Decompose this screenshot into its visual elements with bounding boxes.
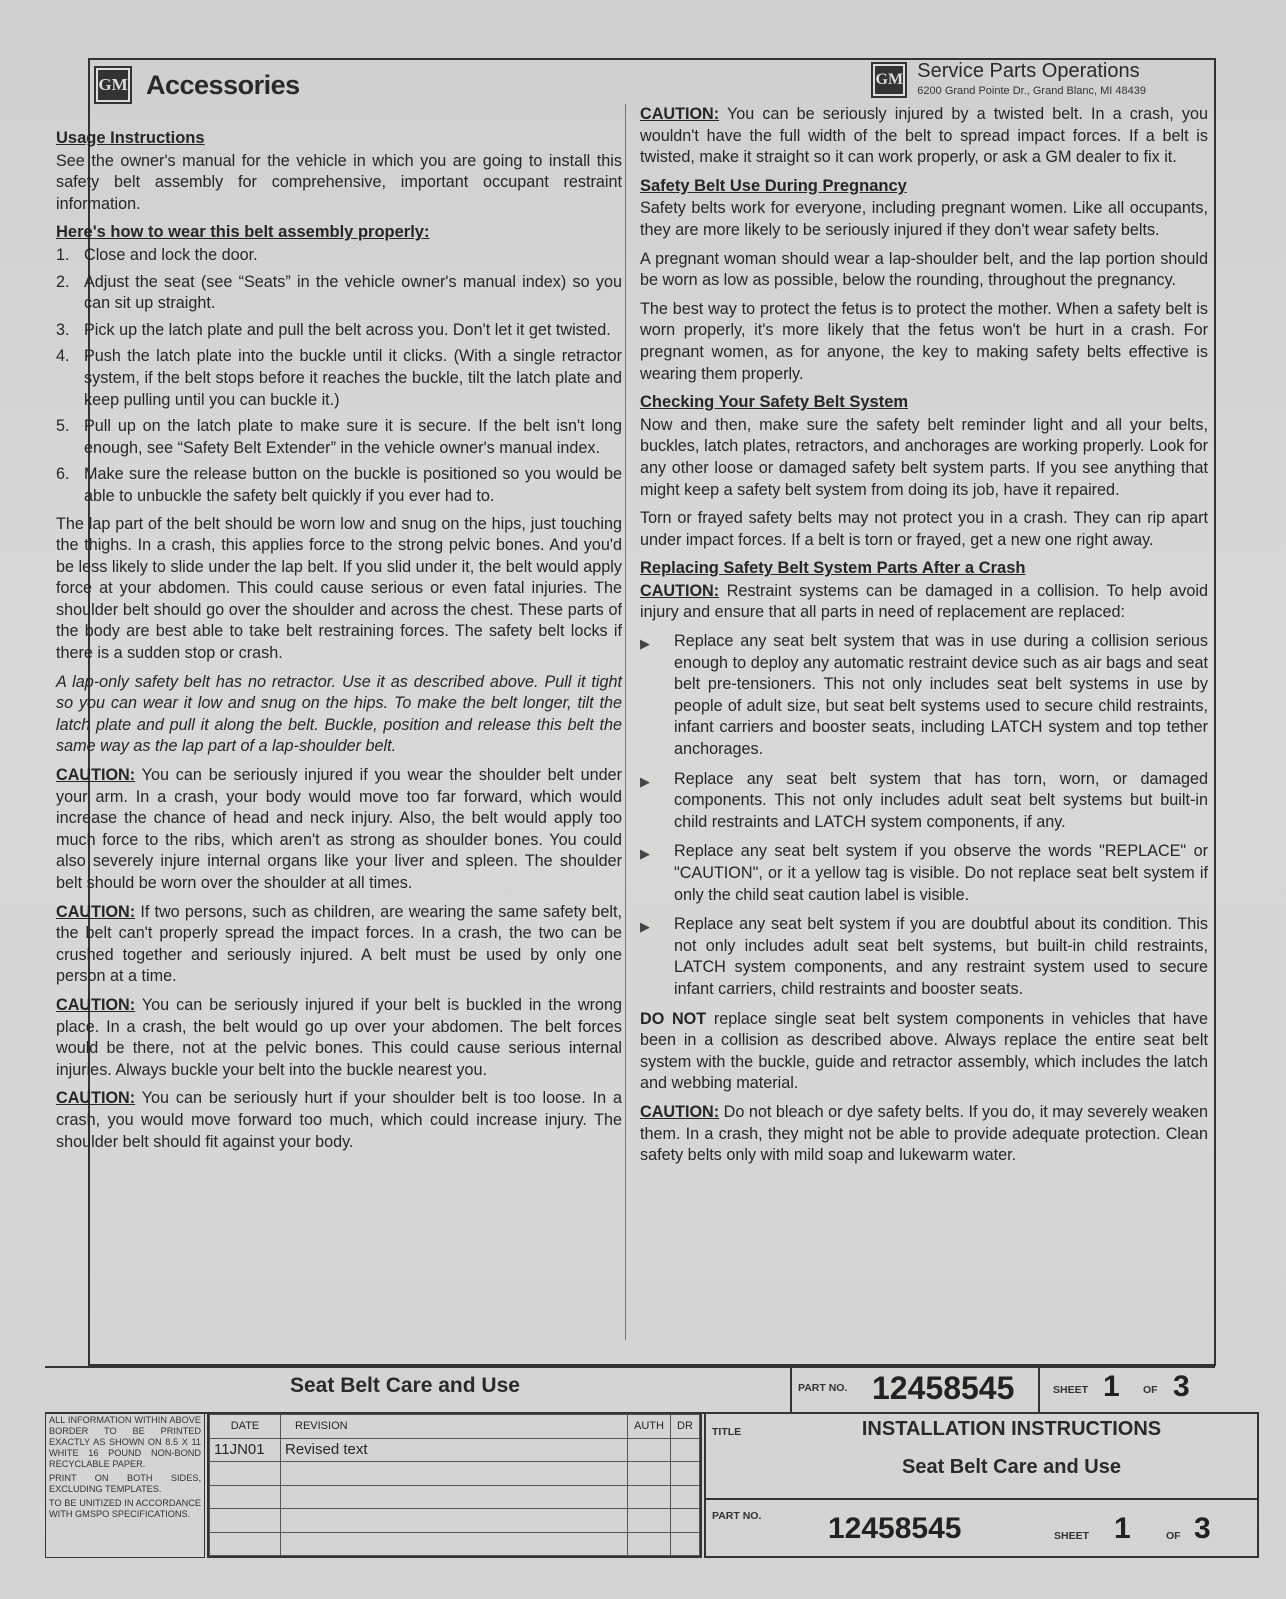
list-item (640, 631, 1208, 761)
table-row (210, 1438, 700, 1462)
caution-label: CAUTION: (56, 995, 136, 1014)
step-text: Pull up on the latch plate to make sure it is secure. If the belt isn't long enough, see “Safety Belt Extender” in the vehicle owner's manual index. (84, 417, 622, 457)
accessories-title: Accessories (146, 69, 300, 100)
of-label: OF (1143, 1384, 1158, 1396)
accessories-header (94, 64, 300, 106)
caution-text: Do not bleach or dye safety belts. If you do, it may severely weaken them. In a crash, they might not be able to provide adequate protection. Clean safety belts only with mild soap and lukewarm water. (640, 1102, 1208, 1165)
revision-text: Revised text (281, 1438, 628, 1462)
usage-text: See the owner's manual for the vehicle in which you are going to install this safety belt assembly for comprehensive, important occupant restraint information. (56, 151, 622, 213)
revision-table (207, 1412, 702, 1558)
table-cell (628, 1485, 671, 1509)
lap-only-text: A lap-only safety belt has no retractor. Use it as described above. Pull it tight so you can wear it low and snug on the hips. To make the belt longer, tilt the latch plate and pull it along the belt. Buckle, position and release this belt the same way as the lap part of a lap-shoulder belt. (56, 672, 622, 756)
table-cell (628, 1532, 671, 1556)
sheet-label: SHEET (1054, 1530, 1090, 1542)
caution-label: CAUTION: (640, 581, 720, 600)
part-number: 12458545 (828, 1512, 962, 1545)
step-text: Make sure the release button on the buckle is positioned so you would be able to unbuckle the safety belt quickly if you ever had to. (84, 465, 622, 505)
lap-belt-text: The lap part of the belt should be worn low and snug on the hips, just touching the thighs. In a crash, this applies force to the strong pelvic bones. And you'd be less likely to slide under the lap belt. If you slid under it, the belt would apply force at your abdomen. This could cause serious or even fatal injuries. The shoulder belt should go over the shoulder and across the chest. These parts of the body are best able to take belt restraining forces. The safety belt locks if there is a sudden stop or crash. (56, 514, 622, 663)
gm-logo-small: GM (871, 62, 907, 98)
sheet-number: 1 (1103, 1370, 1120, 1403)
step-text: Adjust the seat (see “Seats” in the vehicle owner's manual index) so you can sit up straight. (84, 272, 622, 313)
left-column (56, 128, 622, 1160)
table-cell (210, 1509, 281, 1533)
list-item (56, 464, 622, 507)
list-item (56, 272, 622, 315)
do-not-paragraph (640, 1009, 1208, 1095)
checking-text-2: Torn or frayed safety belts may not protect you in a crash. They can rip apart under impact forces. If a belt is torn or frayed, get a new one right away. (640, 509, 1208, 549)
table-cell (210, 1532, 281, 1556)
list-item (56, 346, 622, 411)
list-item (56, 416, 622, 459)
step-number: 4. (56, 347, 70, 366)
caution-paragraph (56, 765, 622, 895)
caution-paragraph (56, 995, 622, 1081)
installation-title: INSTALLATION INSTRUCTIONS (861, 1418, 1162, 1440)
step-text: Push the latch plate into the buckle until it clicks. (With a single retractor system, if the belt stops before it reaches the buckle, tilt the latch plate and keep pulling until you can buckle it.) (84, 347, 622, 409)
arrow-bullet-icon: ▶ (640, 919, 650, 935)
caution-text: If two persons, such as children, are wearing the same safety belt, the belt can't properly spread the impact forces. In a crash, the two can be crushed together and seriously injured. A belt must be used by only one person at a time. (56, 902, 622, 986)
part-no-label: PART NO. (798, 1382, 848, 1394)
table-cell (281, 1509, 628, 1533)
list-item (640, 769, 1208, 834)
revision-header: REVISION (281, 1415, 628, 1439)
bullet-text: Replace any seat belt system if you observe the words "REPLACE" or "CAUTION", or it a yellow tag is visible. Do not replace seat belt system if only the child seat caution label is visible. (674, 842, 1208, 904)
table-cell (671, 1532, 700, 1556)
checking-heading: Checking Your Safety Belt System (640, 393, 909, 412)
table-cell (628, 1509, 671, 1533)
sheet-label: SHEET (1053, 1384, 1089, 1396)
table-cell (210, 1462, 281, 1486)
arrow-bullet-icon: ▶ (640, 636, 650, 652)
replacing-heading: Replacing Safety Belt System Parts After a Crash (640, 559, 1026, 578)
caution-paragraph (56, 1088, 622, 1153)
list-item (56, 320, 622, 342)
step-text: Close and lock the door. (84, 245, 258, 264)
table-row (210, 1462, 700, 1486)
do-not-text: replace single seat belt system components in vehicles that have been in a collision as described above. Always replace the entire seat belt system with the buckle, guide and retractor assembly, which includes the latch and webbing material. (640, 1009, 1208, 1093)
arrow-bullet-icon: ▶ (640, 846, 650, 862)
caution-label: CAUTION: (56, 766, 136, 785)
print-note: PRINT ON BOTH SIDES, EXCLUDING TEMPLATES. (49, 1473, 201, 1494)
caution-paragraph (640, 104, 1208, 169)
caution-paragraph (640, 581, 1208, 624)
arrow-bullet-icon: ▶ (640, 773, 650, 789)
caution-label: CAUTION: (640, 1102, 720, 1121)
table-cell (628, 1462, 671, 1486)
of-label: OF (1166, 1530, 1181, 1542)
list-item (640, 841, 1208, 906)
title-block (45, 1412, 1215, 1560)
sheet-number: 1 (1114, 1512, 1131, 1545)
table-cell (671, 1485, 700, 1509)
print-note: TO BE UNITIZED IN ACCORDANCE WITH GMSPO SPECIFICATIONS. (49, 1498, 201, 1519)
table-cell (281, 1485, 628, 1509)
installation-subtitle: Seat Belt Care and Use (902, 1456, 1121, 1478)
step-number: 5. (56, 417, 70, 436)
column-divider (625, 104, 626, 1340)
gm-logo: GM (94, 66, 132, 104)
table-cell (671, 1462, 700, 1486)
howto-heading: Here's how to wear this belt assembly properly: (56, 223, 430, 242)
caution-label: CAUTION: (640, 105, 720, 123)
sheet-total: 3 (1173, 1370, 1190, 1403)
part-number-box (790, 1368, 1040, 1412)
replace-list (640, 631, 1208, 1001)
spo-address: 6200 Grand Pointe Dr., Grand Blanc, MI 48439 (917, 85, 1146, 97)
table-cell (671, 1438, 700, 1462)
caution-label: CAUTION: (56, 1089, 136, 1108)
caution-text: You can be seriously injured if you wear the shoulder belt under your arm. In a crash, your body would move too far forward, which would increase the chance of head and neck injury. Also, the belt would apply too much force to the ribs, which aren't as strong as shoulder bones. You could also severely injure internal organs like your liver and spleen. The shoulder belt should be worn over the shoulder at all times. (56, 766, 622, 892)
list-item (56, 245, 622, 267)
do-not-label: DO NOT (640, 1009, 707, 1028)
caution-text: You can be seriously injured if your belt is buckled in the wrong place. In a crash, the belt would go up over your abdomen. The belt forces would be there, not at the pelvic bones. This could cause serious internal injuries. Always buckle your belt into the buckle nearest you. (56, 995, 622, 1079)
document-name: Seat Belt Care and Use (290, 1374, 520, 1397)
usage-heading: Usage Instructions (56, 129, 205, 147)
list-item (640, 914, 1208, 1000)
title-separator (706, 1498, 1257, 1500)
bullet-text: Replace any seat belt system if you are doubtful about its condition. This not only includes adult seat belt systems, but built-in child restraints, LATCH system components, and any restraint system used to secure infant carriers, child restraints and booster seats. (674, 915, 1208, 998)
caution-paragraph (56, 902, 622, 988)
spo-header (871, 60, 1146, 98)
part-number: 12458545 (872, 1370, 1015, 1406)
step-number: 1. (56, 245, 70, 264)
caution-text: Restraint systems can be damaged in a collision. To help avoid injury and ensure that all parts in need of replacement are replaced: (640, 581, 1208, 622)
caution-text: You can be seriously injured by a twisted belt. In a crash, you wouldn't have the full width of the belt to spread impact forces. If a belt is twisted, make it straight so it can work properly, or ask a GM dealer to fix it. (640, 105, 1208, 167)
table-cell (210, 1485, 281, 1509)
step-number: 6. (56, 465, 70, 484)
dr-header: DR (671, 1415, 700, 1439)
print-note: ALL INFORMATION WITHIN ABOVE BORDER TO BE PRINTED EXACTLY AS SHOWN ON 8.5 X 11 WHITE 16 POUND NON-BOND RECYCLABLE PAPER. (49, 1415, 201, 1469)
print-notes (45, 1412, 205, 1558)
spo-name: Service Parts Operations (917, 60, 1140, 82)
table-row (210, 1485, 700, 1509)
caution-text: You can be seriously hurt if your shoulder belt is too loose. In a crash, you would move forward too much, which could increase injury. The shoulder belt should fit against your body. (56, 1089, 622, 1151)
caution-paragraph (640, 1102, 1208, 1167)
pregnancy-text-3: The best way to protect the fetus is to protect the mother. When a safety belt is worn properly, it's more likely that the fetus won't be hurt in a crash. For pregnant women, as for anyone, the key to making safety belts effective is wearing them properly. (640, 299, 1208, 383)
auth-header: AUTH (628, 1415, 671, 1439)
bullet-text: Replace any seat belt system that was in use during a collision serious enough to deploy any automatic restraint device such as air bags and seat belt pre-tensioners. This not only includes seat belt systems in use by people of adult size, but seat belt systems used to secure child restraints, infant carriers and booster seats, including LATCH system and top tether anchorages. (674, 632, 1208, 759)
table-cell (628, 1438, 671, 1462)
bullet-text: Replace any seat belt system that has torn, worn, or damaged components. This not only includes adult seat belt systems but built-in child restraints and LATCH system components, if any. (674, 769, 1208, 831)
step-number: 3. (56, 320, 70, 339)
table-row (210, 1509, 700, 1533)
sheet-box (1047, 1368, 1215, 1412)
step-text: Pick up the latch plate and pull the belt across you. Don't let it get twisted. (84, 320, 611, 339)
sheet-total: 3 (1194, 1512, 1211, 1545)
table-row (210, 1532, 700, 1556)
title-block-header (45, 1366, 1215, 1414)
revision-date: 11JN01 (210, 1438, 281, 1462)
step-number: 2. (56, 272, 70, 291)
title-box (704, 1412, 1259, 1558)
table-cell (671, 1509, 700, 1533)
title-label: TITLE (712, 1426, 742, 1438)
right-column (640, 104, 1208, 1174)
date-header: DATE (210, 1415, 281, 1439)
pregnancy-heading: Safety Belt Use During Pregnancy (640, 176, 907, 195)
pregnancy-text-2: A pregnant woman should wear a lap-shoulder belt, and the lap portion should be worn as low as possible, below the rounding, throughout the pregnancy. (640, 249, 1208, 290)
pregnancy-text-1: Safety belts work for everyone, including pregnant women. Like all occupants, they are more likely to be seriously injured if they don't wear safety belts. (640, 199, 1208, 239)
caution-label: CAUTION: (56, 902, 136, 921)
table-cell (281, 1462, 628, 1486)
table-cell (281, 1532, 628, 1556)
checking-text-1: Now and then, make sure the safety belt reminder light and all your belts, buckles, latch plates, retractors, and anchorages are working properly. Look for any other loose or damaged safety belt system parts. If you see anything that might keep a safety belt system from doing its job, have it repaired. (640, 415, 1208, 499)
steps-list (56, 245, 622, 508)
part-no-label: PART NO. (712, 1510, 762, 1522)
